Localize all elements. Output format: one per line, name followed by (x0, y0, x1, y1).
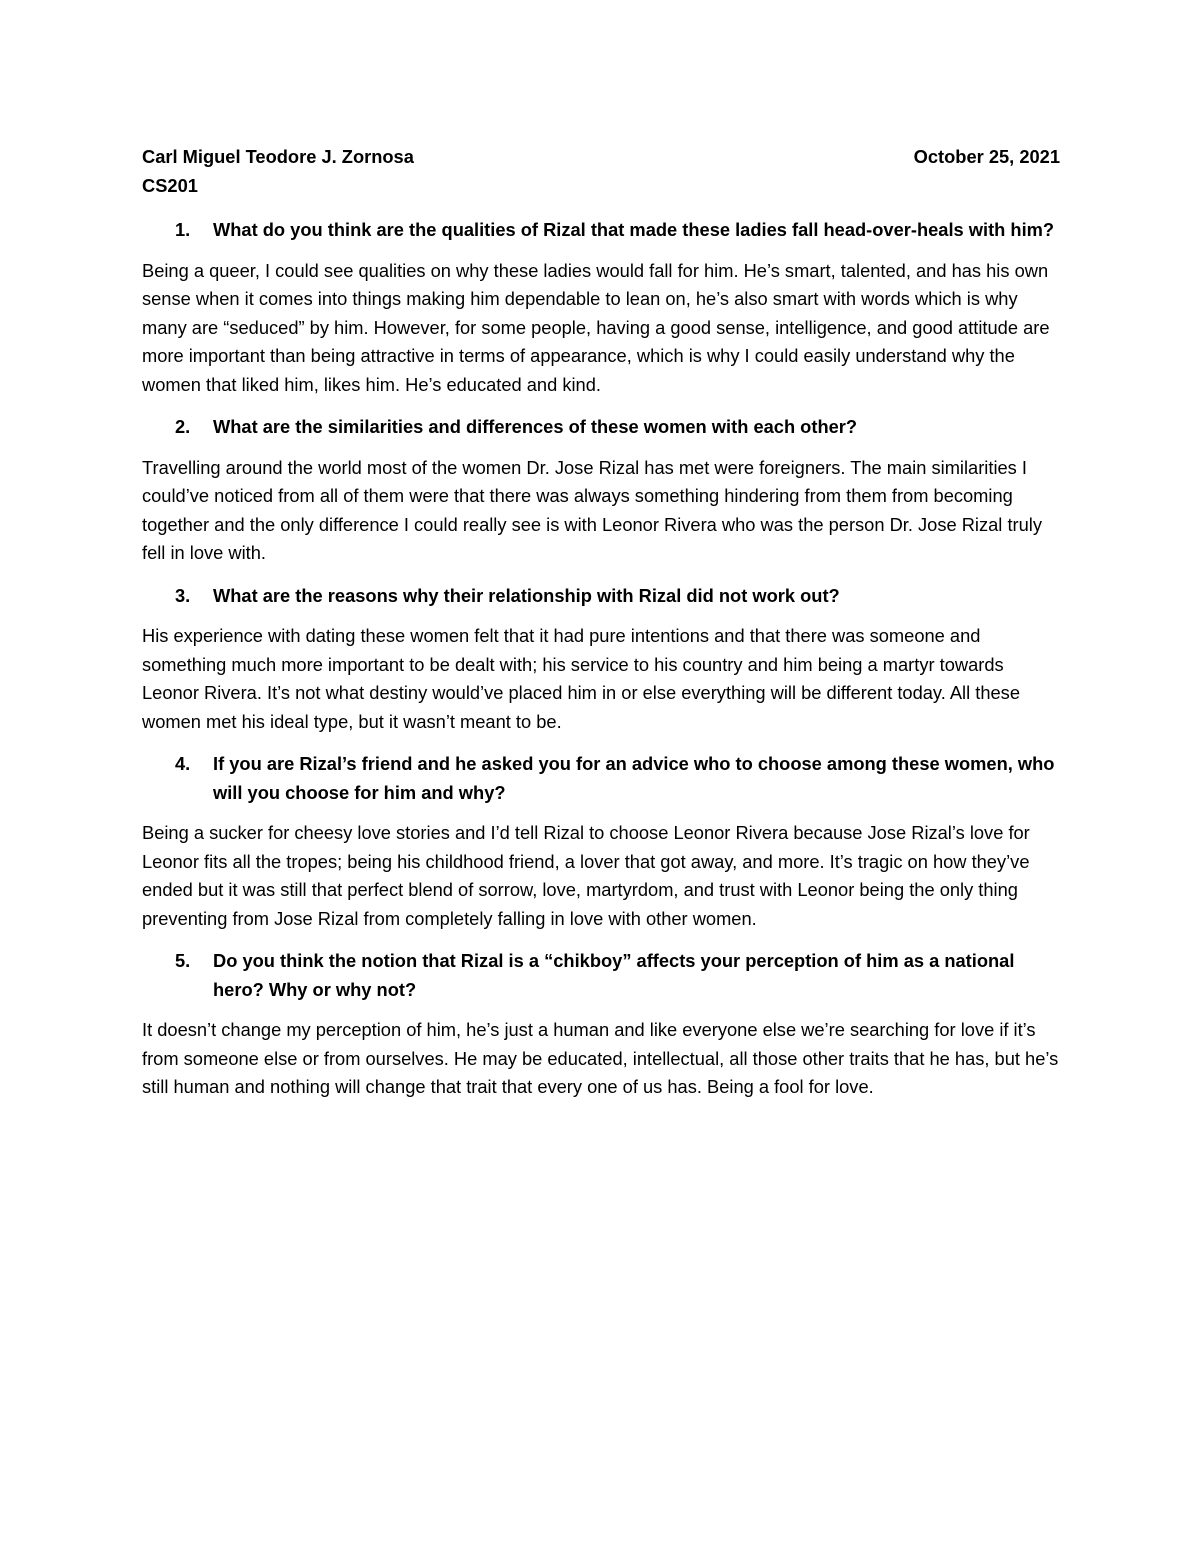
answer-1: Being a queer, I could see qualities on why these ladies would fall for him. He’s smart, talented, and has his own sense when it comes into things making him dependable to lean on, he’s also smart with words which is why many are “seduced” by him. However, for some people, having a good sense, intelligence, and good attitude are more important than being attractive in terms of appearance, which is why I could easily understand why the women that liked him, likes him. He’s educated and kind. (142, 259, 1050, 395)
course-code: CS201 (142, 174, 198, 196)
question-5 (142, 947, 1060, 1004)
header-row (142, 143, 1060, 172)
question-number: 4. (175, 753, 191, 774)
question-text: What do you think are the qualities of Rizal that made these ladies fall head-over-heals with him? (213, 219, 1055, 240)
question-2 (142, 413, 1060, 442)
answer-5: It doesn’t change my perception of him, he’s just a human and like everyone else we’re searching for love if it’s from someone else or from ourselves. He may be educated, intellectual, all those other traits that he has, but he’s still human and nothing will change that trait that every one of us has. Being a fool for love. (142, 1019, 1059, 1097)
question-1 (142, 216, 1060, 245)
answer-3: His experience with dating these women felt that it had pure intentions and that there was someone and something much more important to be dealt with; his service to his country and him being a martyr towards Leonor Rivera. It’s not what destiny would’ve placed him in or else everything will be different today. All these women met his ideal type, but it wasn’t meant to be. (142, 625, 1020, 732)
question-4 (142, 750, 1060, 807)
author-name: Carl Miguel Teodore J. Zornosa (142, 146, 414, 167)
question-number: 2. (175, 416, 191, 437)
answer-4: Being a sucker for cheesy love stories and I’d tell Rizal to choose Leonor Rivera because Jose Rizal’s love for Leonor fits all the tropes; being his childhood friend, a lover that got away, and more. It’s tragic on how they’ve ended but it was still that perfect blend of sorrow, love, martyrdom, and trust with Leonor being the only thing preventing from Jose Rizal from completely falling in love with other women. (142, 822, 1030, 929)
question-number: 5. (175, 950, 191, 971)
question-3 (142, 582, 1060, 611)
question-text: Do you think the notion that Rizal is a “chikboy” affects your perception of him as a national hero? Why or why not? (213, 950, 1015, 1000)
document-page (142, 143, 1060, 1116)
question-number: 1. (175, 219, 191, 240)
question-text: What are the reasons why their relationship with Rizal did not work out? (213, 584, 840, 606)
document-date: October 25, 2021 (913, 146, 1060, 167)
question-number: 3. (175, 584, 191, 606)
answer-2: Travelling around the world most of the women Dr. Jose Rizal has met were foreigners. The main similarities I could’ve noticed from all of them were that there was always something hindering from them from becoming together and the only difference I could really see is with Leonor Rivera who was the person Dr. Jose Rizal truly fell in love with. (142, 456, 1042, 563)
question-text: What are the similarities and differences of these women with each other? (213, 416, 858, 437)
question-text: If you are Rizal’s friend and he asked you for an advice who to choose among these women, who will you choose for him and why? (213, 753, 1055, 803)
